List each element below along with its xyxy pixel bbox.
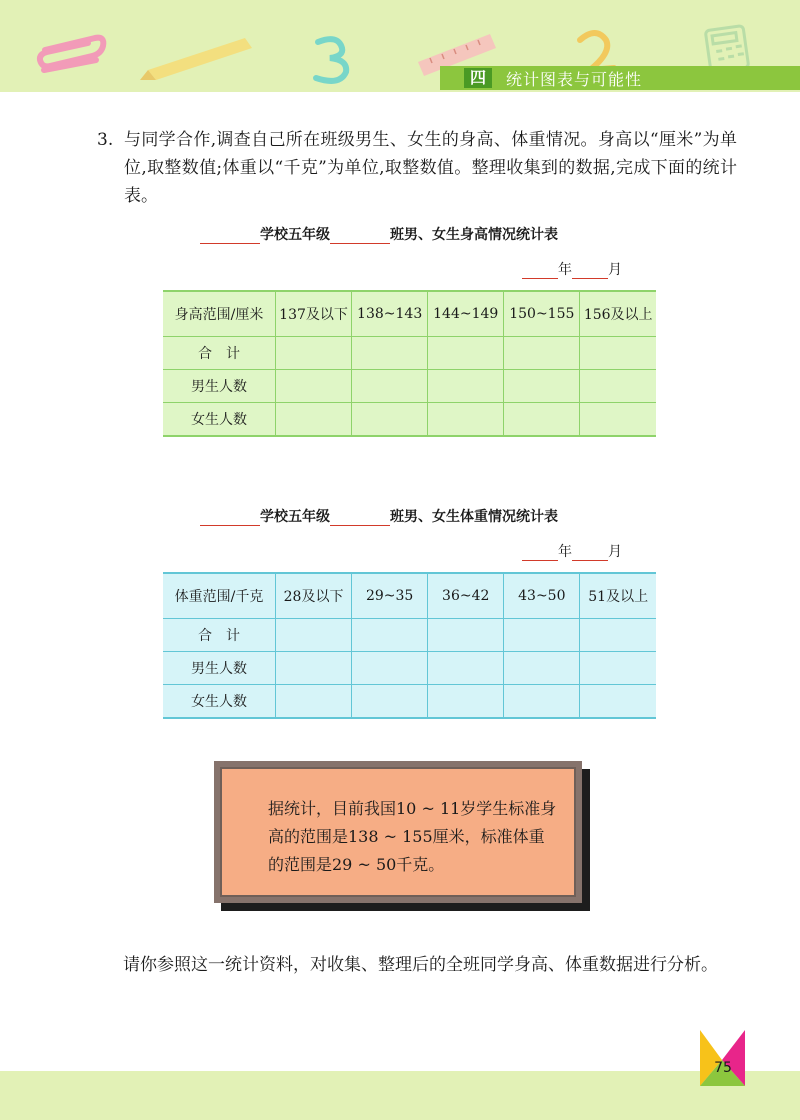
table-cell[interactable] <box>352 403 428 437</box>
table-cell[interactable] <box>428 652 504 685</box>
table-cell[interactable] <box>276 403 352 437</box>
weight-title-part1: 学校五年级 <box>260 509 330 525</box>
table-cell[interactable] <box>352 337 428 370</box>
table-cell[interactable] <box>580 619 656 652</box>
month-blank <box>572 544 608 561</box>
table-cell[interactable] <box>580 403 656 437</box>
chapter-number: 四 <box>464 68 492 88</box>
table-header-cell: 51及以上 <box>580 573 656 619</box>
weight-title-part2: 班男、女生体重情况统计表 <box>390 509 558 525</box>
table-cell[interactable] <box>504 337 580 370</box>
year-label: 年 <box>558 262 572 278</box>
month-blank <box>572 262 608 279</box>
row-label: 男生人数 <box>163 652 276 685</box>
table-cell[interactable] <box>352 370 428 403</box>
class-blank <box>330 509 390 526</box>
year-label: 年 <box>558 544 572 560</box>
table-header-cell: 144~149 <box>428 291 504 337</box>
year-blank <box>522 544 558 561</box>
table-header-cell: 36~42 <box>428 573 504 619</box>
table-cell[interactable] <box>276 370 352 403</box>
table-cell[interactable] <box>504 403 580 437</box>
table-header-row <box>163 291 656 337</box>
year-blank <box>522 262 558 279</box>
row-label: 合 计 <box>163 619 276 652</box>
height-date-line <box>522 259 662 279</box>
table-cell[interactable] <box>352 619 428 652</box>
month-label: 月 <box>608 544 622 560</box>
weight-table <box>163 572 656 719</box>
row-label: 女生人数 <box>163 403 276 437</box>
table-cell[interactable] <box>580 685 656 719</box>
paperclip-icon <box>40 38 103 70</box>
problem-number: 3. <box>97 130 114 150</box>
table-cell[interactable] <box>504 370 580 403</box>
row-label: 男生人数 <box>163 370 276 403</box>
pencil-icon <box>140 38 252 80</box>
digit-three-icon <box>316 39 346 81</box>
class-blank <box>330 227 390 244</box>
weight-table-title <box>200 506 620 526</box>
table-row <box>163 337 656 370</box>
table-cell[interactable] <box>276 619 352 652</box>
page-number: 75 <box>714 1060 732 1076</box>
table-cell[interactable] <box>276 337 352 370</box>
table-cell[interactable] <box>580 652 656 685</box>
table-cell[interactable] <box>276 685 352 719</box>
row-label: 女生人数 <box>163 685 276 719</box>
table-cell[interactable] <box>352 652 428 685</box>
table-cell[interactable] <box>428 337 504 370</box>
month-label: 月 <box>608 262 622 278</box>
table-cell[interactable] <box>504 685 580 719</box>
table-header-cell: 137及以下 <box>276 291 352 337</box>
table-cell[interactable] <box>504 619 580 652</box>
digit-two-icon <box>580 33 614 70</box>
table-header-cell: 身高范围/厘米 <box>163 291 276 337</box>
table-header-cell: 138~143 <box>352 291 428 337</box>
table-row <box>163 619 656 652</box>
table-cell[interactable] <box>428 403 504 437</box>
table-row <box>163 370 656 403</box>
weight-date-line <box>522 541 662 561</box>
table-header-cell: 156及以上 <box>580 291 656 337</box>
table-row <box>163 403 656 437</box>
table-cell[interactable] <box>428 370 504 403</box>
problem-text: 与同学合作,调查自己所在班级男生、女生的身高、体重情况。身高以“厘米”为单位,取整数值;体重以“千克”为单位,取整数值。整理收集到的数据,完成下面的统计表。 <box>124 130 737 206</box>
table-header-cell: 体重范围/千克 <box>163 573 276 619</box>
table-header-cell: 28及以下 <box>276 573 352 619</box>
height-table-title <box>200 224 620 244</box>
school-blank <box>200 509 260 526</box>
closing-instruction: 请你参照这一统计资料，对收集、整理后的全班同学身高、体重数据进行分析。 <box>123 955 718 975</box>
table-cell[interactable] <box>276 652 352 685</box>
school-blank <box>200 227 260 244</box>
info-board-text: 据统计，目前我国10 ~ 11岁学生标准身高的范围是138 ~ 155厘米，标准体重的范围是29 ~ 50千克。 <box>268 799 557 874</box>
chapter-title: 统计图表与可能性 <box>506 69 643 89</box>
height-title-part2: 班男、女生身高情况统计表 <box>390 227 558 243</box>
table-row <box>163 652 656 685</box>
table-cell[interactable] <box>352 685 428 719</box>
page-corner-icon <box>700 1030 745 1086</box>
row-label: 合 计 <box>163 337 276 370</box>
table-row <box>163 685 656 719</box>
table-cell[interactable] <box>580 337 656 370</box>
footer-band <box>0 1071 800 1120</box>
table-header-cell: 43~50 <box>504 573 580 619</box>
problem-statement <box>97 126 737 210</box>
table-cell[interactable] <box>428 619 504 652</box>
table-cell[interactable] <box>428 685 504 719</box>
height-title-part1: 学校五年级 <box>260 227 330 243</box>
table-cell[interactable] <box>504 652 580 685</box>
table-header-row <box>163 573 656 619</box>
table-cell[interactable] <box>580 370 656 403</box>
table-header-cell: 150~155 <box>504 291 580 337</box>
chapter-bar <box>440 66 800 90</box>
table-header-cell: 29~35 <box>352 573 428 619</box>
height-table <box>163 290 656 437</box>
